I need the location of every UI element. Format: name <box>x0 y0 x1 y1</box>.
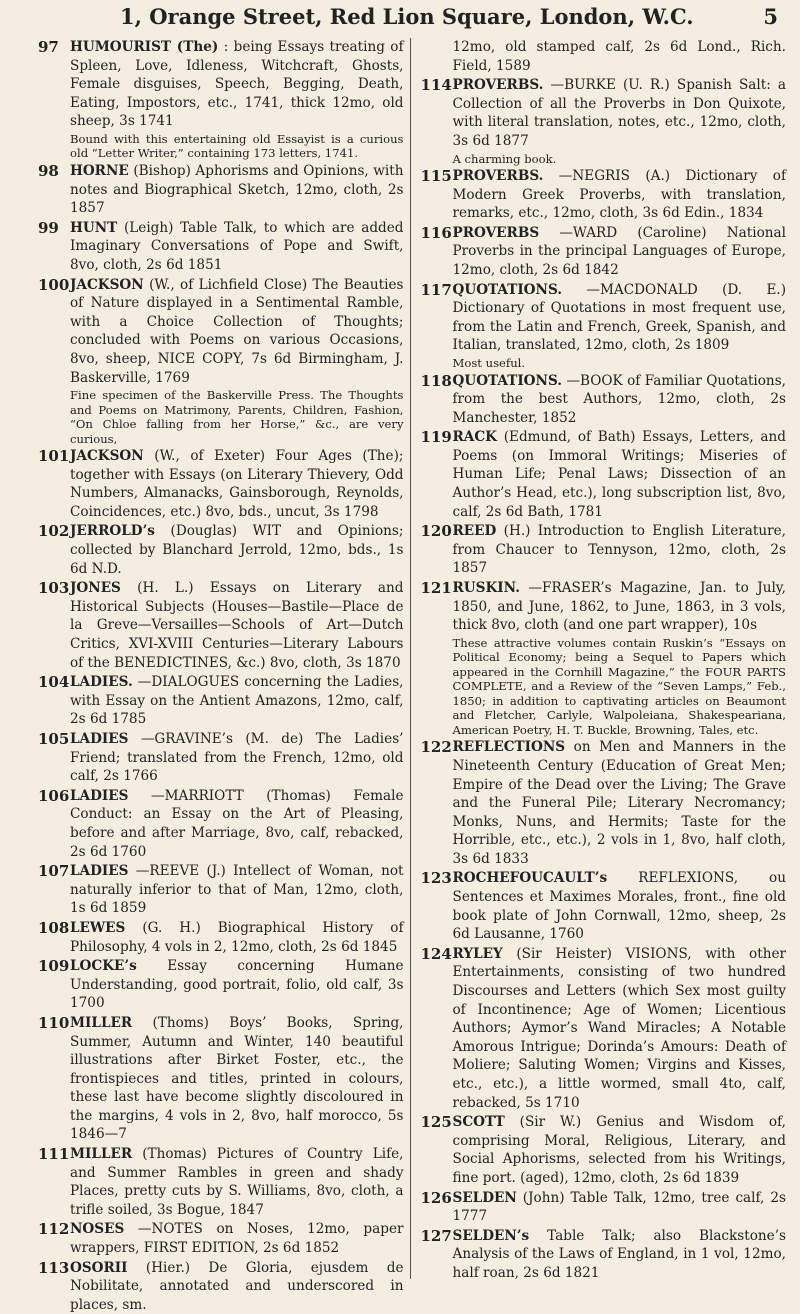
entry-body <box>453 38 787 75</box>
entry-body <box>70 276 404 447</box>
entry-title: OSORII <box>70 1259 128 1276</box>
entry-text: —BURKE (U. R.) Spanish Salt: a Collection of all the Proverbs in Don Quixote, with literal translation, notes, etc., 12mo, cloth, 3s 6d 1877 <box>452 77 787 149</box>
entry-body <box>70 730 404 786</box>
entry-text: (Bishop) Aphorisms and Opinions, with notes and Biographical Sketch, 12mo, cloth, 2s 1857 <box>70 162 404 217</box>
entry-title: JACKSON <box>70 276 144 293</box>
entry-title: LADIES <box>70 787 129 804</box>
catalogue-entry <box>421 1227 787 1283</box>
entry-title: RUSKIN. <box>452 580 520 597</box>
entry-body <box>453 945 787 1112</box>
entry-title: RACK <box>452 429 497 446</box>
entry-title: JERROLD’s <box>70 523 155 540</box>
entry-text: (Douglas) WIT and Opinions; collected by Blanchard Jerrold, 12mo, bds., 1s 6d N.D. <box>70 523 404 577</box>
entry-number: 114 <box>420 76 452 95</box>
catalogue-entry <box>38 862 404 918</box>
entry-number: 113 <box>38 1258 70 1277</box>
entry-body <box>453 579 787 737</box>
entry-body <box>453 1189 787 1226</box>
left-column <box>38 38 411 1313</box>
entry-number: 116 <box>420 223 452 242</box>
entry-text: (H. L.) Essays on Literary and Historical Subjects (Houses—Bastile—Place de la Greve—Versailles—Schools of Art—Dutch Critics, XVI-XVIII Centuries—Literary Labours of the BENEDICTINES, &c.) 8vo, cloth, 3s 1870 <box>70 580 404 671</box>
entry-title: LADIES <box>70 731 129 747</box>
entry-title: LADIES <box>70 863 129 880</box>
entry-note: A charming book. <box>452 151 557 166</box>
catalogue-entry <box>421 372 787 428</box>
entry-title: JACKSON <box>70 448 144 465</box>
entry-number: 119 <box>420 428 452 447</box>
page-number: 5 <box>763 4 778 29</box>
entry-note: Fine specimen of the Baskerville Press. The Thoughts and Poems on Matrimony, Parents, Children, Fashion, “On Chloe falling from her Horse,” &c., are very curious, <box>70 388 404 446</box>
entry-number: 123 <box>420 869 452 888</box>
catalogue-entry <box>421 38 787 75</box>
catalogue-entry <box>38 1259 404 1314</box>
catalogue-entry <box>421 167 787 223</box>
catalogue-entry <box>38 730 404 786</box>
catalogue-entry <box>38 1220 404 1257</box>
entry-text: —MACDONALD (D. E.) Dictionary of Quotations in most frequent use, from the Latin and French, Greek, Spanish, and Italian, translated, 12mo, cloth, 2s 1809 <box>452 281 786 354</box>
entry-title: QUOTATIONS. <box>452 281 563 298</box>
entry-number: 125 <box>420 1113 452 1132</box>
entry-text: —WARD (Caroline) National Proverbs in the principal Languages of Europe, 12mo, cloth, 2s 6d 1842 <box>452 224 786 279</box>
entry-title: PROVERBS. <box>452 168 544 185</box>
catalogue-entry <box>421 738 787 868</box>
entry-text: —REEVE (J.) Intellect of Woman, not naturally inferior to that of Man, 12mo, cloth, 1s 6d 1859 <box>70 863 404 917</box>
entry-note: These attractive volumes contain Ruskin’s “Essays on Political Economy; being a Sequel to Papers which appeared in the Cornhill Magazine,” the FOUR PARTS COMPLETE, and a Review of the “Seven Lamps,” Feb., 1850; in addition to captivating articles on Beaumont and Fletcher, Carlyle, Walpoleiana, Shakespeariana, American Poetry, H. T. Buckle, Browning, Tales, etc. <box>452 635 786 737</box>
entry-body <box>70 219 404 275</box>
entry-number: 118 <box>420 371 452 390</box>
entry-text: (Leigh) Table Talk, to which are added Imaginary Conversations of Pope and Swift, 8vo, cloth, 2s 6d 1851 <box>70 219 404 273</box>
entry-text: (W., of Lichfield Close) The Beauties of Nature displayed in a Sentimental Ramble, with a Choice Collection of Thoughts; concluded with Poems on various Occasions, 8vo, sheep, NICE COPY, 7s 6d Birmingham, J. Baskerville, 1769 <box>70 276 404 386</box>
catalogue-entry <box>38 673 404 729</box>
entry-title: MILLER <box>70 1014 133 1031</box>
entry-body <box>70 787 404 861</box>
columns <box>38 38 787 1313</box>
entry-number: 107 <box>38 862 70 881</box>
catalogue-entry <box>421 281 787 371</box>
entry-number: 105 <box>38 730 70 748</box>
entry-number: 109 <box>38 957 70 976</box>
catalogue-entry <box>421 945 787 1112</box>
page-header: 1, Orange Street, Red Lion Square, London, W.C. <box>120 4 694 29</box>
catalogue-entry <box>38 38 404 161</box>
entry-text: (G. H.) Biographical History of Philosophy, 4 vols in 2, 12mo, cloth, 2s 6d 1845 <box>70 919 404 955</box>
entry-body <box>453 167 787 223</box>
entry-number: 120 <box>420 522 452 541</box>
entry-body <box>70 957 404 1013</box>
entry-body <box>70 162 404 218</box>
entry-number: 100 <box>38 275 70 294</box>
entry-number: 99 <box>38 218 59 237</box>
entry-body <box>70 579 404 672</box>
entry-body <box>453 738 787 868</box>
entry-body <box>70 38 404 161</box>
entry-title: JONES <box>70 580 121 597</box>
entry-title: NOSES <box>70 1221 125 1238</box>
entry-number: 126 <box>420 1188 452 1207</box>
entry-body <box>70 1220 404 1257</box>
catalogue-entry <box>38 162 404 218</box>
entry-title: HORNE <box>70 162 129 179</box>
entry-text: : being Essays treating of Spleen, Love, Idleness, Witchcraft, Ghosts, Female disguises, Speech, Begging, Death, Eating, Impostors, etc., 1741, thick 12mo, old sheep, 3s 1741 <box>70 39 404 130</box>
entry-note: Bound with this entertaining old Essayist is a curious old “Letter Writer,” containing 173 letters, 1741. <box>70 131 404 161</box>
entry-number: 101 <box>38 447 70 466</box>
entry-text: (H.) Introduction to English Literature, from Chaucer to Tennyson, 12mo, cloth, 2s 1857 <box>452 523 786 577</box>
catalogue-entry <box>38 1014 404 1144</box>
entry-title: QUOTATIONS. <box>452 372 563 389</box>
catalogue-entry <box>421 1189 787 1226</box>
entry-body <box>453 869 787 943</box>
entry-text: —FRASER’s Magazine, Jan. to July, 1850, and June, 1862, to June, 1863, in 3 vols, thick 8vo, cloth (and one part wrapper), 10s <box>452 580 786 634</box>
entry-note: Most useful. <box>452 356 526 370</box>
entry-number: 121 <box>420 579 452 598</box>
catalogue-entry <box>38 1145 404 1219</box>
catalogue-entry <box>38 919 404 956</box>
entry-number: 112 <box>38 1220 70 1239</box>
catalogue-entry <box>421 869 787 943</box>
entry-text: —MARRIOTT (Thomas) Female Conduct: an Essay on the Art of Pleasing, before and after Marriage, 8vo, calf, rebacked, 2s 6d 1760 <box>70 787 404 860</box>
entry-number: 115 <box>420 167 452 186</box>
entry-text: (John) Table Talk, 12mo, tree calf, 2s 1777 <box>452 1189 786 1225</box>
entry-number: 97 <box>38 38 59 56</box>
entry-number: 127 <box>420 1226 452 1245</box>
entry-text: —NEGRIS (A.) Dictionary of Modern Greek Proverbs, with translation, remarks, etc., 12mo, cloth, 3s 6d Edin., 1834 <box>452 168 786 222</box>
entry-number: 98 <box>38 161 59 180</box>
entry-body <box>70 1145 404 1219</box>
entry-text: (Sir W.) Genius and Wisdom of, comprising Moral, Religious, Literary, and Social Aphorisms, selected from his Writings, fine port. (aged), 12mo, cloth, 2s 6d 1839 <box>452 1114 786 1186</box>
entry-body <box>70 447 404 521</box>
entry-body <box>453 224 787 280</box>
entry-body <box>70 522 404 578</box>
entry-text: (Thomas) Pictures of Country Life, and Summer Rambles in green and shady Places, pretty cuts by S. Williams, 8vo, cloth, a trifle soiled, 3s Bogue, 1847 <box>70 1146 404 1218</box>
entry-title: RYLEY <box>452 945 503 962</box>
entry-body <box>70 1259 404 1314</box>
entry-body <box>453 281 787 371</box>
entry-text: REFLEXIONS, ou Sentences et Maximes Morales, front., fine old book plate of John Cornwall, 12mo, sheep, 2s 6d Lausanne, 1760 <box>452 870 786 943</box>
entry-text: —DIALOGUES concerning the Ladies, with Essay on the Antient Amazons, 12mo, calf, 2s 6d 1785 <box>70 674 404 728</box>
entry-title: SCOTT <box>452 1114 505 1131</box>
entry-number: 106 <box>38 786 70 805</box>
entry-body <box>70 1014 404 1144</box>
catalogue-entry <box>421 76 787 166</box>
entry-body <box>453 1227 787 1283</box>
catalogue-entry <box>38 579 404 672</box>
entry-title: MILLER <box>70 1146 133 1163</box>
entry-body <box>70 862 404 918</box>
entry-title: ROCHEFOUCAULT’s <box>452 870 608 887</box>
catalogue-entry <box>421 522 787 578</box>
catalogue-entry <box>38 957 404 1013</box>
entry-body <box>453 428 787 521</box>
entry-number: 102 <box>38 522 70 541</box>
entry-body <box>453 522 787 578</box>
entry-body <box>453 372 787 428</box>
catalogue-entry <box>38 447 404 521</box>
entry-number <box>421 38 453 75</box>
right-column <box>421 38 787 1279</box>
catalogue-entry <box>38 522 404 578</box>
entry-title: LEWES <box>70 919 126 936</box>
entry-text: —BOOK of Familiar Quotations, from the best Authors, 12mo, cloth, 2s Manchester, 1852 <box>452 372 786 426</box>
entry-body <box>70 919 404 956</box>
entry-title: PROVERBS <box>452 224 540 241</box>
entry-body <box>453 1113 787 1187</box>
entry-text: —NOTES on Noses, 12mo, paper wrappers, FIRST EDITION, 2s 6d 1852 <box>70 1221 404 1257</box>
catalogue-entry <box>38 276 404 447</box>
entry-title: HUMOURIST (The) <box>70 39 219 55</box>
entry-text: on Men and Manners in the Nineteenth Century (Education of Great Men; Empire of the Dead over the Living; The Grave and the Funeral Pile; Literary Necromancy; Monks, Nuns, and Hermits; Taste for the Horrible, etc., etc.), 2 vols in 1, 8vo, half cloth, 3s 6d 1833 <box>452 739 786 867</box>
entry-text: Table Talk; also Blackstone’s Analysis of the Laws of England, in 1 vol, 12mo, half roan, 2s 6d 1821 <box>452 1227 786 1281</box>
entry-text: (Thoms) Boys’ Books, Spring, Summer, Autumn and Winter, 140 beautiful illustrations after Birket Foster, etc., the frontispieces and titles, printed in colours, these last have become slightly discoloured in the margins, 4 vols in 2, 8vo, half morocco, 5s 1846—7 <box>70 1014 404 1143</box>
entry-title: SELDEN <box>452 1189 517 1206</box>
entry-text: 12mo, old stamped calf, 2s 6d Lond., Rich. Field, 1589 <box>452 39 786 74</box>
entry-title: SELDEN’s <box>452 1227 530 1244</box>
catalogue-entry <box>38 219 404 275</box>
entry-number: 103 <box>38 579 70 598</box>
entry-number: 111 <box>38 1145 70 1164</box>
entry-title: PROVERBS. <box>452 77 544 94</box>
entry-title: REFLECTIONS <box>452 739 566 756</box>
entry-number: 110 <box>38 1013 70 1032</box>
entry-text: (Edmund, of Bath) Essays, Letters, and Poems (on Immoral Writings; Miseries of Human Life; Penal Laws; Dissection of an Author’s Head, etc.), long subscription list, 8vo, calf, 2s 6d Bath, 1781 <box>452 429 786 520</box>
entry-number: 117 <box>420 280 452 299</box>
entry-number: 124 <box>420 944 452 963</box>
entry-body <box>70 673 404 729</box>
entry-number: 122 <box>420 738 452 757</box>
entry-title: REED <box>452 523 497 540</box>
entry-title: LADIES. <box>70 674 133 691</box>
entry-title: LOCKE’s <box>70 958 137 975</box>
catalogue-entry <box>421 224 787 280</box>
entry-text: (W., of Exeter) Four Ages (The); together with Essays (on Literary Thievery, Odd Numbers, Almanacks, Gainsborough, Reynolds, Coincidences, etc.) 8vo, bds., uncut, 3s 1798 <box>70 448 404 520</box>
catalogue-entry <box>421 428 787 521</box>
entry-text: (Sir Heister) VISIONS, with other Entertainments, consisting of two hundred Discourses and Letters (which Sex most guilty of Incontinence; Age of Women; Licentious Authors; Aymor’s Wand Miracles; A Notable Amorous Intrigue; Dorinda’s Amours: Death of Moliere; Saluting Women; Virgins and Kisses, etc., etc.), a little wormed, small 4to, calf, rebacked, 5s 1710 <box>452 945 786 1111</box>
entry-title: HUNT <box>70 219 118 236</box>
entry-text: (Hier.) De Gloria, ejusdem de Nobilitate, annotated and underscored in places, sm. <box>70 1259 404 1313</box>
entry-number: 108 <box>38 918 70 937</box>
entry-body <box>453 76 787 166</box>
catalogue-entry <box>421 579 787 737</box>
entry-text: Essay concerning Humane Understanding, good portrait, folio, old calf, 3s 1700 <box>70 958 404 1012</box>
entry-number: 104 <box>38 673 70 692</box>
catalogue-entry <box>38 787 404 861</box>
catalogue-entry <box>421 1113 787 1187</box>
entry-text: —GRAVINE’s (M. de) The Ladies’ Friend; translated from the French, 12mo, old calf, 2s 1766 <box>70 731 404 785</box>
